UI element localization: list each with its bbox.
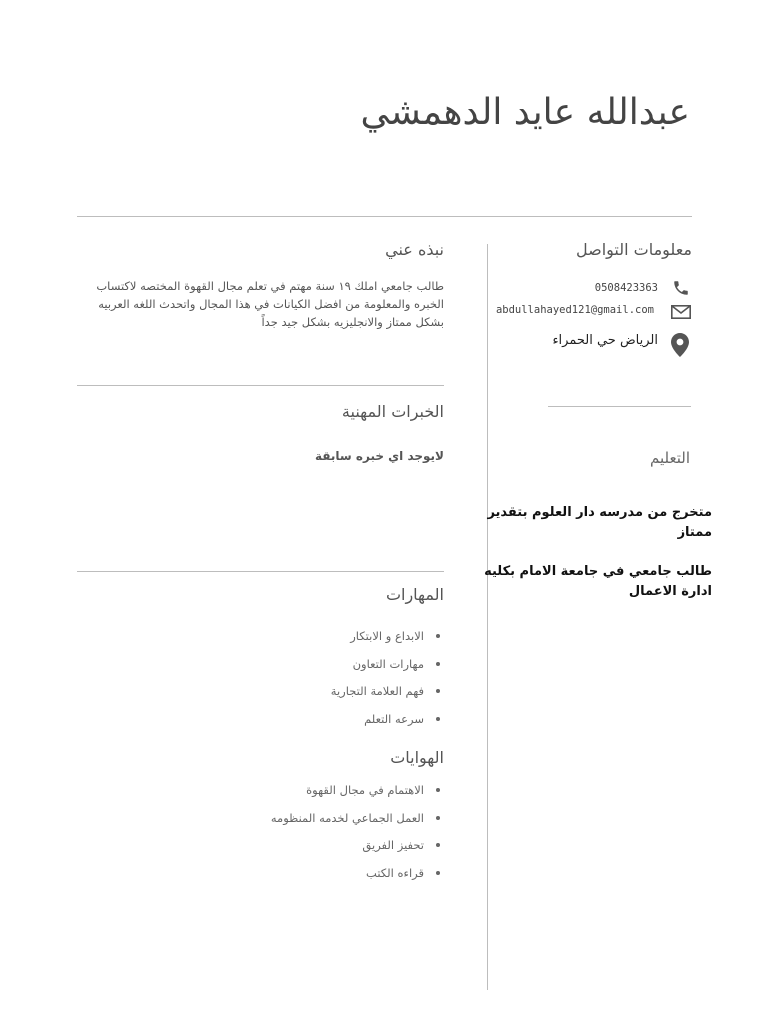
address: الرياض حي الحمراء (552, 333, 658, 348)
list-item: سرعه التعلم (184, 711, 444, 739)
experience-heading: الخبرات المهنية (341, 402, 444, 421)
column-divider (487, 244, 488, 990)
location-pin-icon (671, 333, 689, 361)
candidate-name: عبدالله عايد الدهمشي (360, 92, 690, 133)
bullet-icon (436, 871, 440, 875)
list-item: الابداع و الابتكار (184, 628, 444, 656)
about-text: طالب جامعي املك ١٩ سنة مهتم في تعلم مجال القهوة المختصه لاكتساب الخبره والمعلومة من افضل الكيانات في هذا المجال واتحدث اللغه العربيه بشكل ممتاز والانجليزيه بشكل جيد جداً (96, 279, 444, 329)
bullet-icon (436, 843, 440, 847)
list-item: تحفيز الفريق (184, 837, 444, 865)
hobbies-heading: الهوايات (390, 748, 444, 767)
hobbies-list (184, 782, 444, 892)
bullet-icon (436, 689, 440, 693)
education-item: متخرج من مدرسه دار العلوم بتقدير ممتاز (487, 505, 712, 540)
bullet-icon (436, 816, 440, 820)
bullet-icon (436, 634, 440, 638)
list-item: فهم العلامة التجارية (184, 683, 444, 711)
bullet-icon (436, 717, 440, 721)
bullet-icon (436, 788, 440, 792)
about-divider (77, 385, 444, 386)
education-item: طالب جامعي في جامعة الامام بكليه ادارة الاعمال (484, 564, 712, 599)
about-heading: نبذه عني (385, 240, 444, 259)
email-address[interactable]: abdullahayed121@gmail.com (495, 304, 654, 316)
phone-icon (672, 278, 690, 302)
contact-heading: معلومات التواصل (575, 240, 692, 259)
list-item: قراءه الكتب (184, 865, 444, 893)
education-heading: التعليم (650, 449, 690, 467)
list-item: الاهتمام في مجال القهوة (184, 782, 444, 810)
bullet-icon (436, 662, 440, 666)
skills-heading: المهارات (385, 585, 444, 604)
phone-number[interactable]: 0508423363 (594, 282, 658, 294)
email-icon (671, 304, 691, 323)
list-item: العمل الجماعي لخدمه المنظومه (184, 810, 444, 838)
experience-text: لايوجد اي خبره سابقة (314, 449, 444, 463)
experience-divider (77, 571, 444, 572)
skills-list (184, 628, 444, 738)
list-item: مهارات التعاون (184, 656, 444, 684)
contact-divider (548, 406, 691, 407)
header-divider (77, 216, 692, 217)
